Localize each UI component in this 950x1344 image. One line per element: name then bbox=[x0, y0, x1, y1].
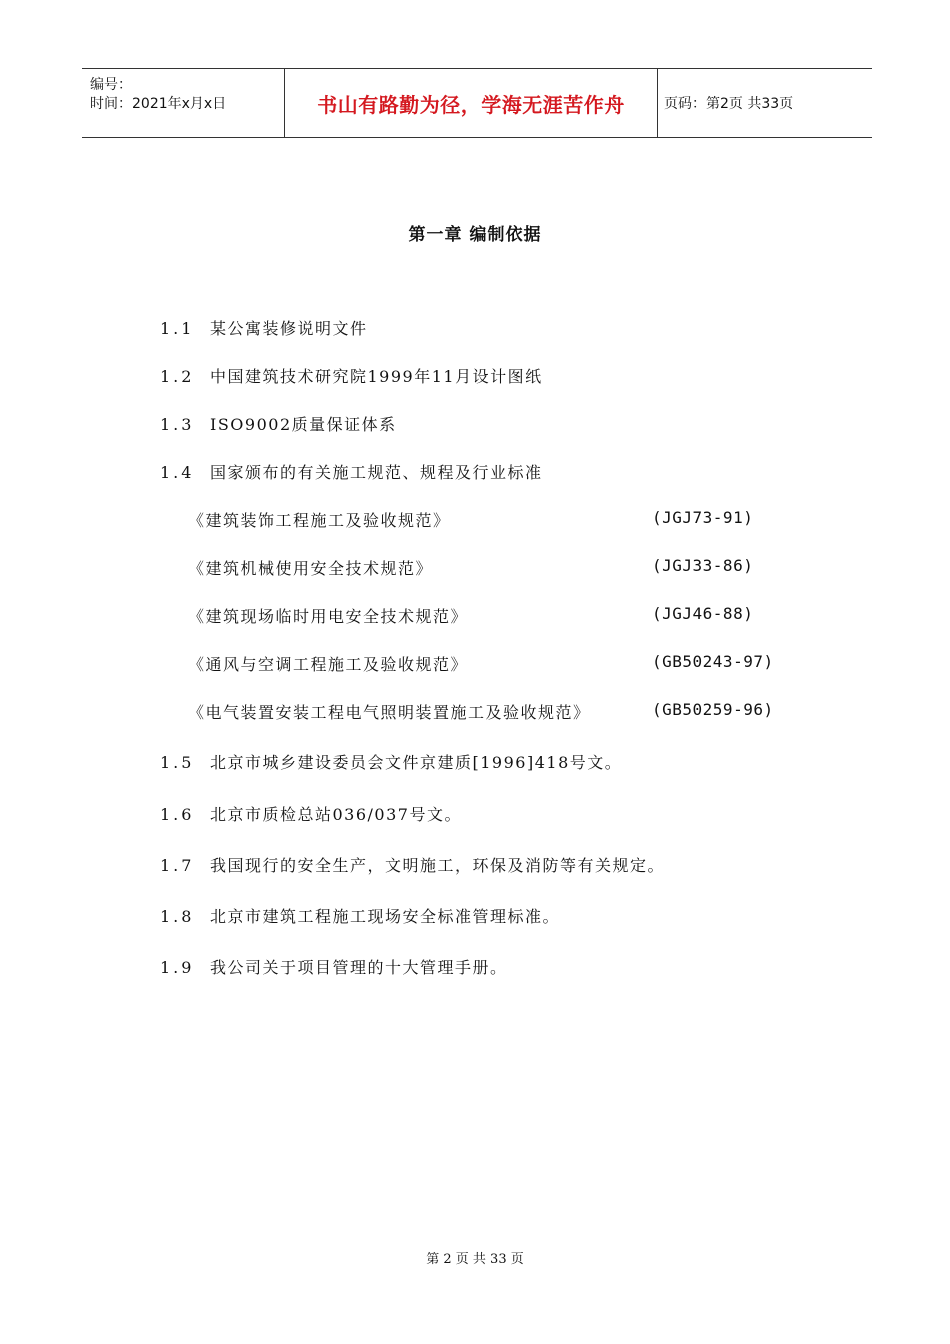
item-number: 1.8 bbox=[160, 907, 195, 926]
item-number: 1.5 bbox=[160, 753, 195, 772]
standard-name: 《建筑装饰工程施工及验收规范》 bbox=[188, 511, 451, 530]
standard-code: (GB50243-97) bbox=[652, 652, 774, 671]
list-item bbox=[160, 460, 543, 483]
item-text: 北京市城乡建设委员会文件京建质[1996]418号文。 bbox=[210, 753, 623, 772]
item-number: 1.2 bbox=[160, 367, 195, 386]
item-text: 我公司关于项目管理的十大管理手册。 bbox=[210, 958, 508, 977]
chapter-title: 第一章 编制依据 bbox=[408, 225, 542, 245]
header-left-cell bbox=[82, 69, 284, 137]
item-text: ISO9002质量保证体系 bbox=[210, 415, 397, 434]
list-item bbox=[160, 750, 622, 773]
item-text: 北京市质检总站036/037号文。 bbox=[210, 805, 462, 824]
item-text: 国家颁布的有关施工规范、规程及行业标准 bbox=[210, 463, 543, 482]
item-text: 北京市建筑工程施工现场安全标准管理标准。 bbox=[210, 907, 561, 926]
page-footer: 第 2 页 共 33 页 bbox=[426, 1252, 524, 1267]
item-text: 某公寓装修说明文件 bbox=[210, 319, 368, 338]
document-time-label: 时间：2021年x月x日 bbox=[90, 96, 227, 112]
item-number: 1.7 bbox=[160, 856, 195, 875]
item-number: 1.9 bbox=[160, 958, 195, 977]
item-number: 1.1 bbox=[160, 319, 195, 338]
list-item bbox=[160, 316, 368, 339]
header-page-label: 页码：第2页 共33页 bbox=[664, 96, 794, 112]
document-number-label: 编号： bbox=[90, 77, 132, 93]
list-item bbox=[160, 412, 397, 435]
item-number: 1.4 bbox=[160, 463, 195, 482]
list-item bbox=[160, 853, 665, 876]
standard-name: 《电气装置安装工程电气照明装置施工及验收规范》 bbox=[188, 703, 591, 722]
standard-code: (JGJ73-91) bbox=[652, 508, 754, 527]
standard-name: 《通风与空调工程施工及验收规范》 bbox=[188, 655, 469, 674]
standard-code: (JGJ46-88) bbox=[652, 604, 754, 623]
standard-name: 《建筑现场临时用电安全技术规范》 bbox=[188, 607, 469, 626]
standard-code: (GB50259-96) bbox=[652, 700, 774, 719]
item-number: 1.6 bbox=[160, 805, 195, 824]
item-number: 1.3 bbox=[160, 415, 195, 434]
list-item bbox=[160, 802, 462, 825]
standard-code: (JGJ33-86) bbox=[652, 556, 754, 575]
header-motto: 书山有路勤为径，学海无涯苦作舟 bbox=[317, 92, 625, 117]
list-item bbox=[160, 364, 543, 387]
header-page-cell bbox=[664, 69, 793, 137]
item-text: 我国现行的安全生产，文明施工，环保及消防等有关规定。 bbox=[210, 856, 666, 875]
item-text: 中国建筑技术研究院1999年11月设计图纸 bbox=[210, 367, 543, 386]
list-item bbox=[160, 904, 560, 927]
header-motto-cell bbox=[284, 69, 658, 137]
list-item bbox=[160, 955, 508, 978]
standard-name: 《建筑机械使用安全技术规范》 bbox=[188, 559, 434, 578]
header-table bbox=[82, 68, 872, 138]
